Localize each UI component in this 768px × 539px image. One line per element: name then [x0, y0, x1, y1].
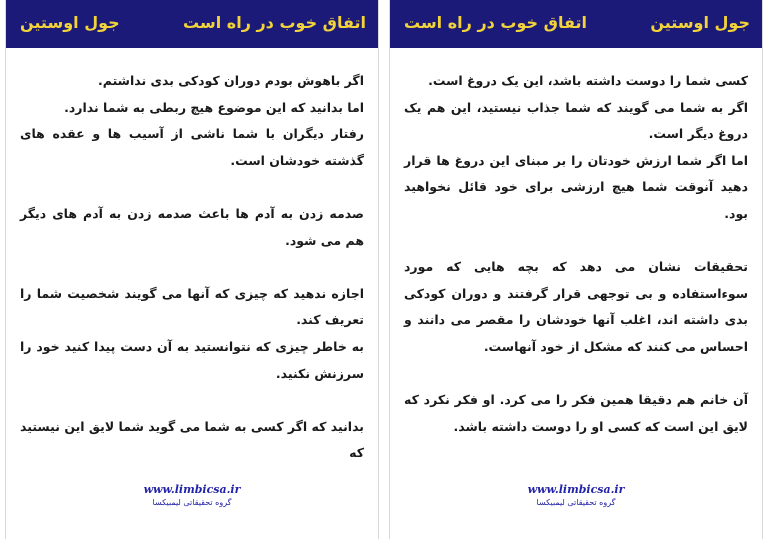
footer-website-link[interactable]: www.limbicsa.ir: [143, 483, 241, 496]
page-header: [390, 0, 762, 48]
book-title: اتفاق خوب در راه است: [404, 13, 587, 32]
paragraph: اما بدانید که این موضوع هیچ ربطی به شما ندارد.: [64, 99, 364, 115]
body-text: [404, 68, 748, 440]
footer-group-name: گروه تحقیقاتی لیمبیکسا: [152, 498, 232, 507]
paragraph-gap: [20, 174, 364, 201]
book-title: اتفاق خوب در راه است: [183, 13, 366, 32]
footer-website-link[interactable]: www.limbicsa.ir: [527, 483, 625, 496]
book-author: جول اوستین: [20, 13, 120, 32]
footer-group-name: گروه تحقیقاتی لیمبیکسا: [536, 498, 616, 507]
paragraph: اجازه ندهید که چیزی که آنها می گویند شخصیت شما را تعریف کند.: [20, 285, 364, 328]
page-footer: [390, 483, 762, 507]
paragraph: به خاطر چیزی که نتوانستید به آن دست پیدا کنید خود را سرزنش نکنید.: [20, 338, 364, 381]
paragraph: رفتار دیگران با شما ناشی از آسیب ها و عقده های گذشته خودشان است.: [20, 126, 364, 168]
paragraph-gap: [20, 387, 364, 414]
page-footer: [6, 483, 378, 507]
book-author: جول اوستین: [650, 13, 750, 32]
paragraph: اگر به شما می گویند که شما جذاب نیستید، این هم یک دروغ دیگر است.: [404, 99, 748, 142]
paragraph: صدمه زدن به آدم ها باعث صدمه زدن به آدم های دیگر هم می شود.: [20, 205, 364, 248]
paragraph: کسی شما را دوست داشته باشد، این یک دروغ است.: [428, 73, 748, 88]
page-left: [5, 0, 379, 539]
paragraph-gap: [404, 361, 748, 388]
paragraph: اگر باهوش بودم دوران کودکی بدی نداشتم.: [98, 73, 364, 88]
paragraph: آن خانم هم دقیقا همین فکر را می کرد. او فکر نکرد که لایق این است که کسی او را دوست داشته باشد.: [404, 392, 748, 434]
paragraph: بدانید که اگر کسی به شما می گوید شما لایق این نیستید که: [20, 418, 364, 461]
paragraph: اما اگر شما ارزش خودتان را بر مبنای این دروغ ها قرار دهید آنوقت شما هیچ ارزشی برای خود قائل نخواهید بود.: [404, 152, 748, 221]
page-header: [6, 0, 378, 48]
paragraph: تحقیقات نشان می دهد که بچه هایی که مورد سوءاستفاده و بی توجهی قرار گرفتند و دوران کودکی بدی داشته اند، اغلب آنها خودشان را مقصر می دانند و احساس می کنند که مشکل از خود آنهاست.: [404, 259, 748, 354]
paragraph-gap: [404, 228, 748, 255]
page-right: [389, 0, 763, 539]
paragraph-gap: [20, 254, 364, 281]
body-text: [20, 68, 364, 467]
